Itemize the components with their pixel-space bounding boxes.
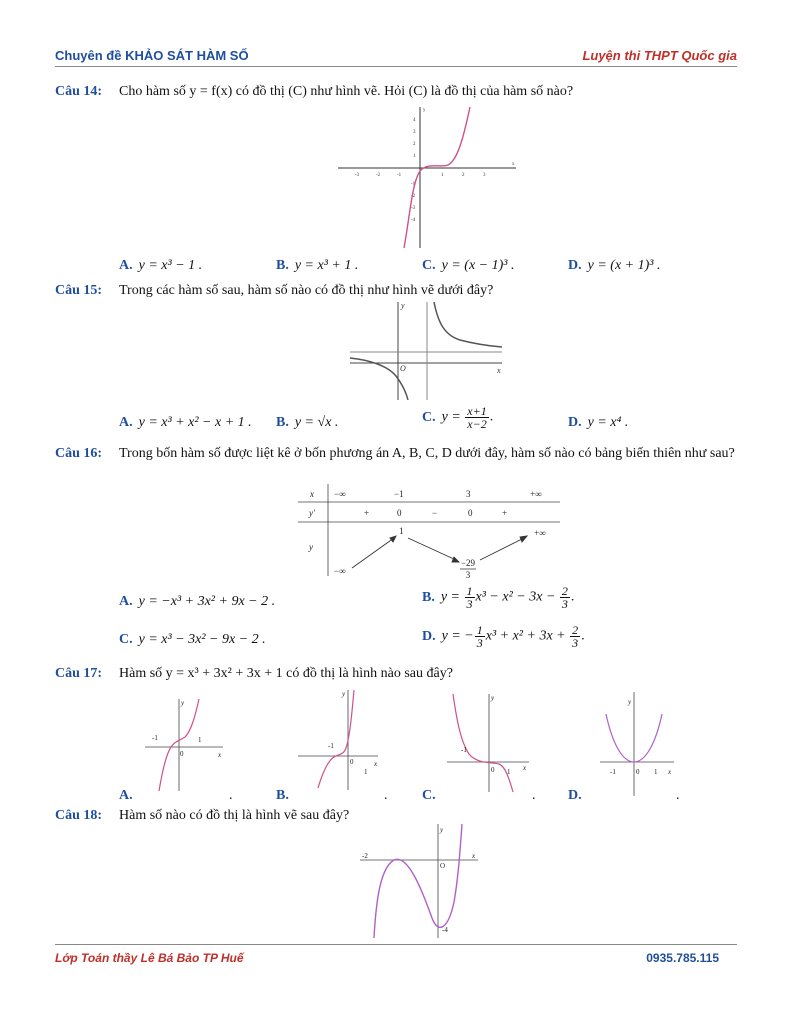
tick-x: 3 (483, 173, 486, 178)
tick-y: -3 (411, 206, 416, 211)
curve-right-branch (434, 302, 502, 347)
x-val: −1 (394, 489, 404, 499)
tick-y: 4 (413, 118, 416, 123)
svg-text:0: 0 (180, 750, 184, 758)
curve (453, 694, 513, 792)
svg-text:0: 0 (491, 766, 495, 774)
option-15b[interactable]: B. y = √x . (276, 415, 339, 430)
axis-y-label: y (423, 108, 426, 113)
tick-y: 3 (413, 130, 416, 135)
option-15c[interactable]: C. y = $\frac{x+1}{x-2}$ . (422, 404, 494, 431)
x-val: +∞ (530, 489, 542, 499)
page-header (55, 46, 737, 67)
question-15 (55, 281, 737, 301)
svg-text:y: y (628, 698, 632, 706)
question-17 (55, 664, 737, 684)
sign: 0 (397, 508, 402, 518)
svg-text:-1: -1 (610, 768, 616, 776)
question-16 (55, 444, 737, 484)
option-14d[interactable]: D. y = (x + 1)³ . (568, 258, 661, 273)
svg-text:x: x (374, 760, 378, 768)
option-14a[interactable]: A. y = x³ − 1 . (119, 258, 203, 273)
tick-y: -2 (411, 194, 416, 199)
svg-text:y: y (181, 699, 185, 707)
question-label: Câu 18: (55, 808, 103, 823)
svg-text:-4: -4 (442, 926, 448, 934)
option-14c[interactable]: C. y = (x − 1)³ . (422, 258, 515, 273)
page-footer (55, 944, 737, 967)
tick-x: 2 (462, 173, 465, 178)
y-min-num: −29 (460, 558, 476, 568)
footer-phone: 0935.785.115 (646, 951, 719, 965)
graph-q17c (447, 692, 531, 794)
question-label: Câu 16: (55, 446, 103, 461)
svg-text:x: x (523, 764, 527, 772)
svg-text:y: y (440, 826, 444, 834)
option-16a[interactable]: A. y = −x³ + 3x² + 9x − 2 . (119, 594, 276, 609)
y-min-den: 3 (465, 570, 471, 580)
graph-q17b (298, 688, 380, 792)
svg-text:x: x (218, 751, 222, 759)
sign: + (364, 508, 370, 518)
option-16b[interactable]: B. y = $\frac{1}{3}$ x³ − x² − 3x − $\frac{2}{3}$ . (422, 584, 575, 611)
variation-table (298, 484, 560, 584)
curve (404, 107, 470, 248)
question-text: Hàm số nào có đồ thị là hình vẽ sau đây? (119, 808, 350, 823)
option-15a[interactable]: A. y = x³ + x² − x + 1 . (119, 415, 252, 430)
curve (374, 824, 462, 938)
x-val: 3 (466, 489, 471, 499)
sign: 0 (468, 508, 473, 518)
graph-q15 (350, 300, 505, 402)
svg-text:x: x (472, 852, 476, 860)
tick-y: -1 (411, 182, 416, 187)
curve (318, 690, 354, 788)
tick-y: 1 (413, 154, 416, 159)
y-right: +∞ (534, 528, 546, 538)
tick-y: 2 (413, 142, 416, 147)
question-text: Trong các hàm số sau, hàm số nào có đồ thị như hình vẽ dưới đây? (119, 283, 494, 298)
table-yp-label: y′ (309, 508, 315, 518)
option-16d[interactable]: D. y = − $\frac{1}{3}$ x³ + x² + 3x + $\frac{2}{3}$ . (422, 623, 585, 650)
svg-text:0: 0 (636, 768, 640, 776)
axis-x-label: x (497, 366, 501, 375)
svg-text:1: 1 (507, 768, 511, 776)
tick-y: -4 (411, 218, 416, 223)
question-text: Hàm số y = x³ + 3x² + 3x + 1 có đồ thị là hình nào sau đây? (119, 666, 453, 681)
option-17a[interactable]: A. . (119, 788, 233, 803)
question-label: Câu 17: (55, 666, 103, 681)
sign: + (502, 508, 508, 518)
axis-y-label: y (401, 301, 405, 310)
option-17d[interactable]: D. . (568, 788, 680, 803)
table-y-label: y (309, 542, 313, 552)
tick-x: 1 (441, 173, 444, 178)
option-17b[interactable]: B. . (276, 788, 388, 803)
origin-label: O (400, 364, 406, 373)
question-14 (55, 82, 737, 102)
header-subtitle: Luyện thi THPT Quốc gia (582, 48, 737, 63)
svg-text:1: 1 (364, 768, 368, 776)
svg-text:1: 1 (198, 736, 202, 744)
question-label: Câu 14: (55, 84, 103, 99)
graph-q14 (338, 105, 518, 250)
option-15d[interactable]: D. y = x⁴ . (568, 415, 629, 430)
tick-x: -3 (355, 173, 360, 178)
y-left: −∞ (334, 566, 346, 576)
tick-x: -1 (397, 173, 402, 178)
question-text: Trong bốn hàm số được liệt kê ở bốn phương án A, B, C, D dưới đây, hàm số nào có bảng biến thiên như sau? (119, 446, 735, 461)
axis-x-label: x (512, 162, 515, 167)
table-x-label: x (310, 489, 314, 499)
question-label: Câu 15: (55, 283, 103, 298)
svg-text:0: 0 (350, 758, 354, 766)
y-max: 1 (399, 526, 404, 536)
option-14b[interactable]: B. y = x³ + 1 . (276, 258, 359, 273)
footer-author: Lớp Toán thầy Lê Bá Bảo TP Huế (55, 951, 244, 965)
tick-x: -2 (376, 173, 381, 178)
svg-text:-1: -1 (328, 742, 334, 750)
graph-q17d (600, 690, 676, 798)
svg-text:1: 1 (654, 768, 658, 776)
svg-text:O: O (440, 862, 446, 870)
option-17c[interactable]: C. . (422, 788, 536, 803)
x-val: −∞ (334, 489, 346, 499)
svg-text:x: x (668, 768, 672, 776)
svg-text:y: y (491, 694, 495, 702)
svg-text:-1: -1 (152, 734, 158, 742)
sign: − (432, 508, 438, 518)
graph-q17a (145, 697, 225, 793)
svg-text:-1: -1 (461, 746, 467, 754)
graph-q18 (360, 822, 480, 940)
question-text: Cho hàm số y = f(x) có đồ thị (C) như hình vẽ. Hỏi (C) là đồ thị của hàm số nào? (119, 84, 574, 99)
header-title: Chuyên đề KHẢO SÁT HÀM SỐ (55, 48, 249, 63)
option-16c[interactable]: C. y = x³ − 3x² − 9x − 2 . (119, 632, 266, 647)
svg-text:y: y (342, 690, 346, 698)
svg-text:-2: -2 (362, 852, 368, 860)
